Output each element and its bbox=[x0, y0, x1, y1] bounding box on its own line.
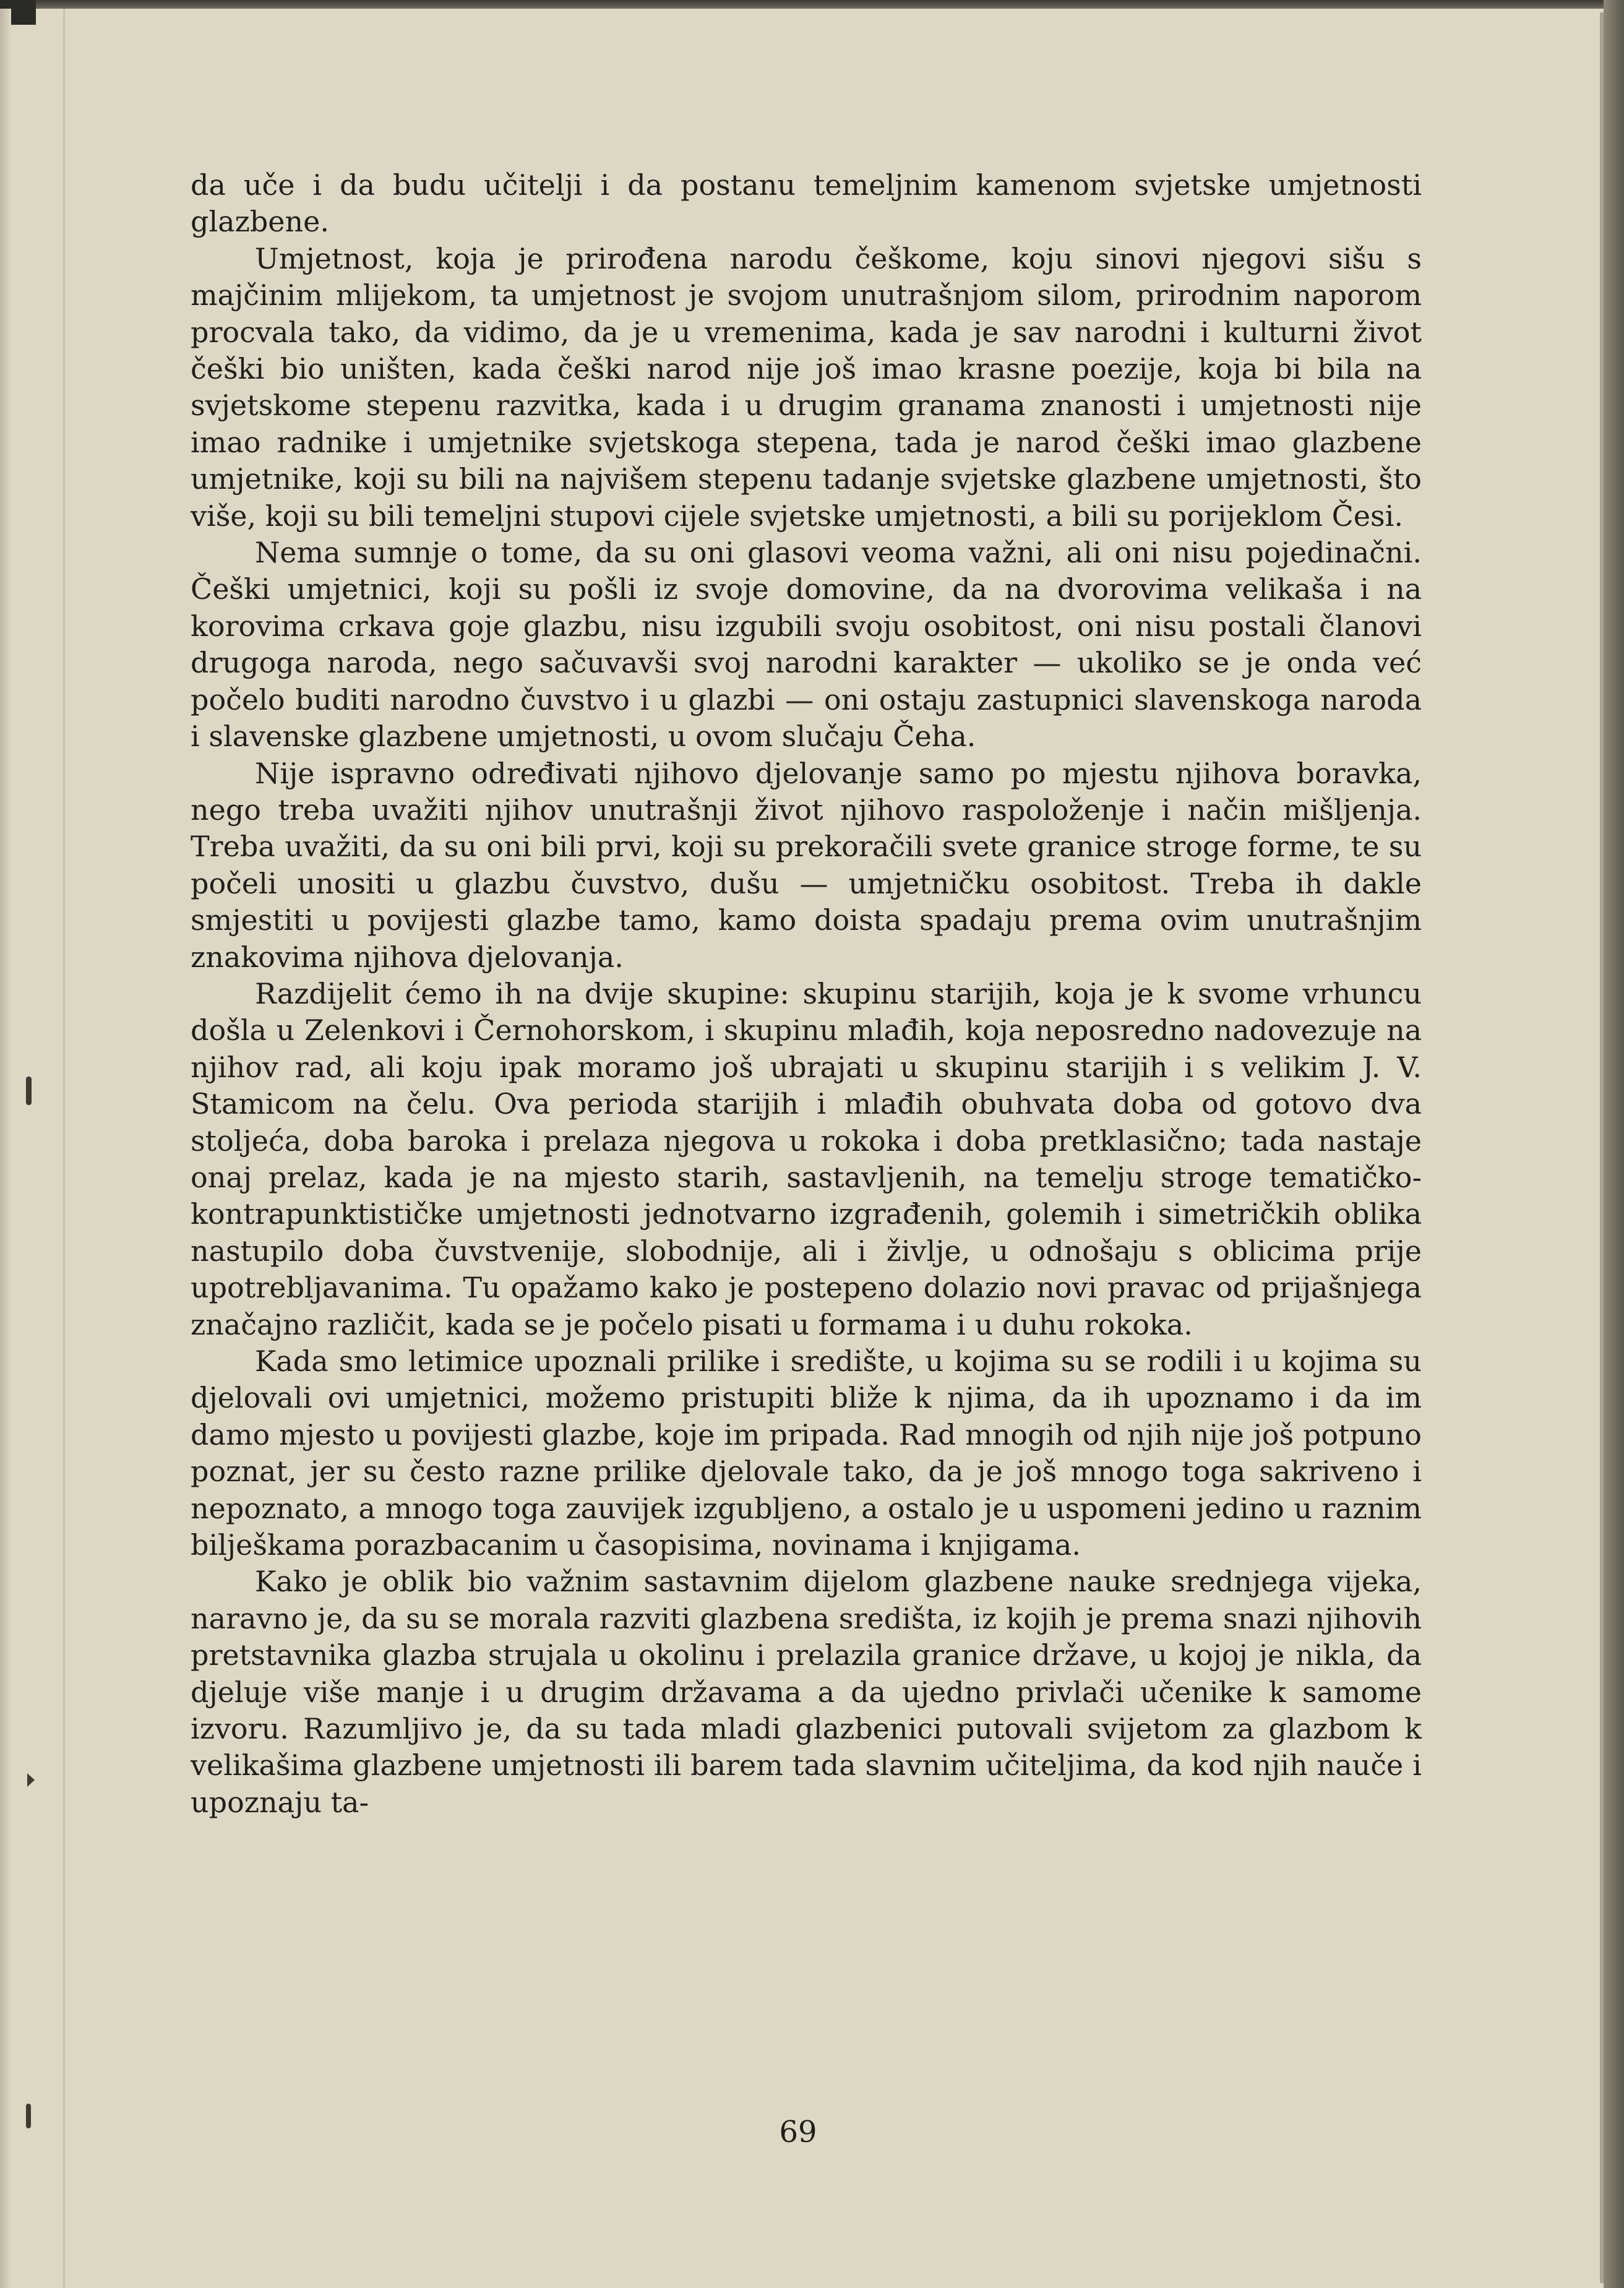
paragraph: Umjetnost, koja je prirođena narodu češkome, koju sinovi njegovi sišu s majčinim mlijekom, ta umjetnost je svojom unutrašnjom silom, prirodnim naporom procvala tako, da vidimo, da je u vremenima, kada je sav narodni i kulturni život češki bio uništen, kada češki narod nije još imao krasne poezije, koja bi bila na svjetskome stepenu razvitka, kada i u drugim granama znanosti i umjetnosti nije imao radnike i umjetnike svjetskoga stepena, tada je narod češki imao glazbene umjetnike, koji su bili na najvišem stepenu tadanje svjetske glazbene umjetnosti, što više, koji su bili temeljni stupovi cijele svjetske umjetnosti, a bili su porijeklom Česi. bbox=[191, 241, 1422, 533]
paragraph: Razdijelit ćemo ih na dvije skupine: skupinu starijih, koja je k svome vrhuncu došla u Zelenkovi i Černohorskom, i skupinu mlađih, koja neposredno nadovezuje na njihov rad, ali koju ipak moramo još ubrajati u skupinu starijih i s velikim J. V. Stamicom na čelu. Ova perioda starijih i mlađih obuhvata doba od gotovo dva stoljeća, doba baroka i prelaza njegova u rokoka i doba pretklasično; tada nastaje onaj prelaz, kada je na mjesto starih, sastavljenih, na temelju stroge tematičko-kontrapunktističke umjetnosti jednotvarno izgrađenih, golemih i simetričkih oblika nastupilo doba čuvstvenije, slobodnije, ali i življe, u odnošaju s oblicima prije upotrebljavanima. Tu opažamo kako je postepeno dolazio novi pravac od prijašnjega značajno različit, kada se je počelo pisati u formama i u duhu rokoka. bbox=[191, 976, 1422, 1341]
gutter-shadow bbox=[0, 9, 11, 2288]
paragraph: Nije ispravno određivati njihovo djelovanje samo po mjestu njihova boravka, nego treba uvažiti njihov unutrašnji život njihovo raspoloženje i način mišljenja. Treba uvažiti, da su oni bili prvi, koji su prekoračili svete granice stroge forme, te su počeli unositi u glazbu čuvstvo, dušu — umjetničku osobitost. Treba ih dakle smjestiti u povijesti glazbe tamo, kamo doista spadaju prema ovim unutrašnjim znakovima njihova djelovanja. bbox=[191, 756, 1422, 974]
margin-mark bbox=[26, 1077, 32, 1105]
page-number: 69 bbox=[779, 2115, 817, 2149]
paragraph: Kada smo letimice upoznali prilike i središte, u kojima su se rodili i u kojima su djelovali ovi umjetnici, možemo pristupiti bliže k njima, da ih upoznamo i da im damo mjesto u povijesti glazbe, koje im pripada. Rad mnogih od njih nije još potpuno poznat, jer su često razne prilike djelovale tako, da je još mnogo toga sakriveno i nepoznato, a mnogo toga zauvijek izgubljeno, a ostalo je u uspomeni jedino u raznim bilješkama porazbacanim u časopisima, novinama i knjigama. bbox=[191, 1344, 1422, 1562]
paragraph: Nema sumnje o tome, da su oni glasovi veoma važni, ali oni nisu pojedinačni. Češki umjetnici, koji su pošli iz svoje domovine, da na dvorovima velikaša i na korovima crkava goje glazbu, nisu izgubili svoju osobitost, oni nisu postali članovi drugoga naroda, nego sačuvavši svoj narodni karakter — ukoliko se je onda već počelo buditi narodno čuvstvo i u glazbi — oni ostaju zastupnici slavenskoga naroda i slavenske glazbene umjetnosti, u ovom slučaju Čeha. bbox=[191, 536, 1422, 754]
margin-arrow-mark bbox=[27, 1773, 35, 1787]
scan-border bbox=[1604, 0, 1624, 2288]
margin-mark bbox=[26, 2104, 31, 2128]
paragraph: Kako je oblik bio važnim sastavnim dijelom glazbene nauke srednjega vijeka, naravno je, da su se morala razviti glazbena središta, iz kojih je prema snazi njihovih pretstavnika glazba strujala u okolinu i prelazila granice države, u kojoj je nikla, da djeluje više manje i u drugim državama a da ujedno privlači učenike k samome izvoru. Razumljivo je, da su tada mladi glazbenici putovali svijetom za glazbom k velikašima glazbene umjetnosti ili barem tada slavnim učiteljima, da kod njih nauče i upoznaju ta- bbox=[191, 1565, 1422, 1819]
body-text bbox=[191, 167, 1422, 1821]
paragraph: da uče i da budu učitelji i da postanu temeljnim kamenom svjetske umjetnosti glazbene. bbox=[191, 168, 1422, 239]
gutter-line bbox=[63, 9, 65, 2288]
page-top-edge bbox=[0, 0, 1624, 9]
